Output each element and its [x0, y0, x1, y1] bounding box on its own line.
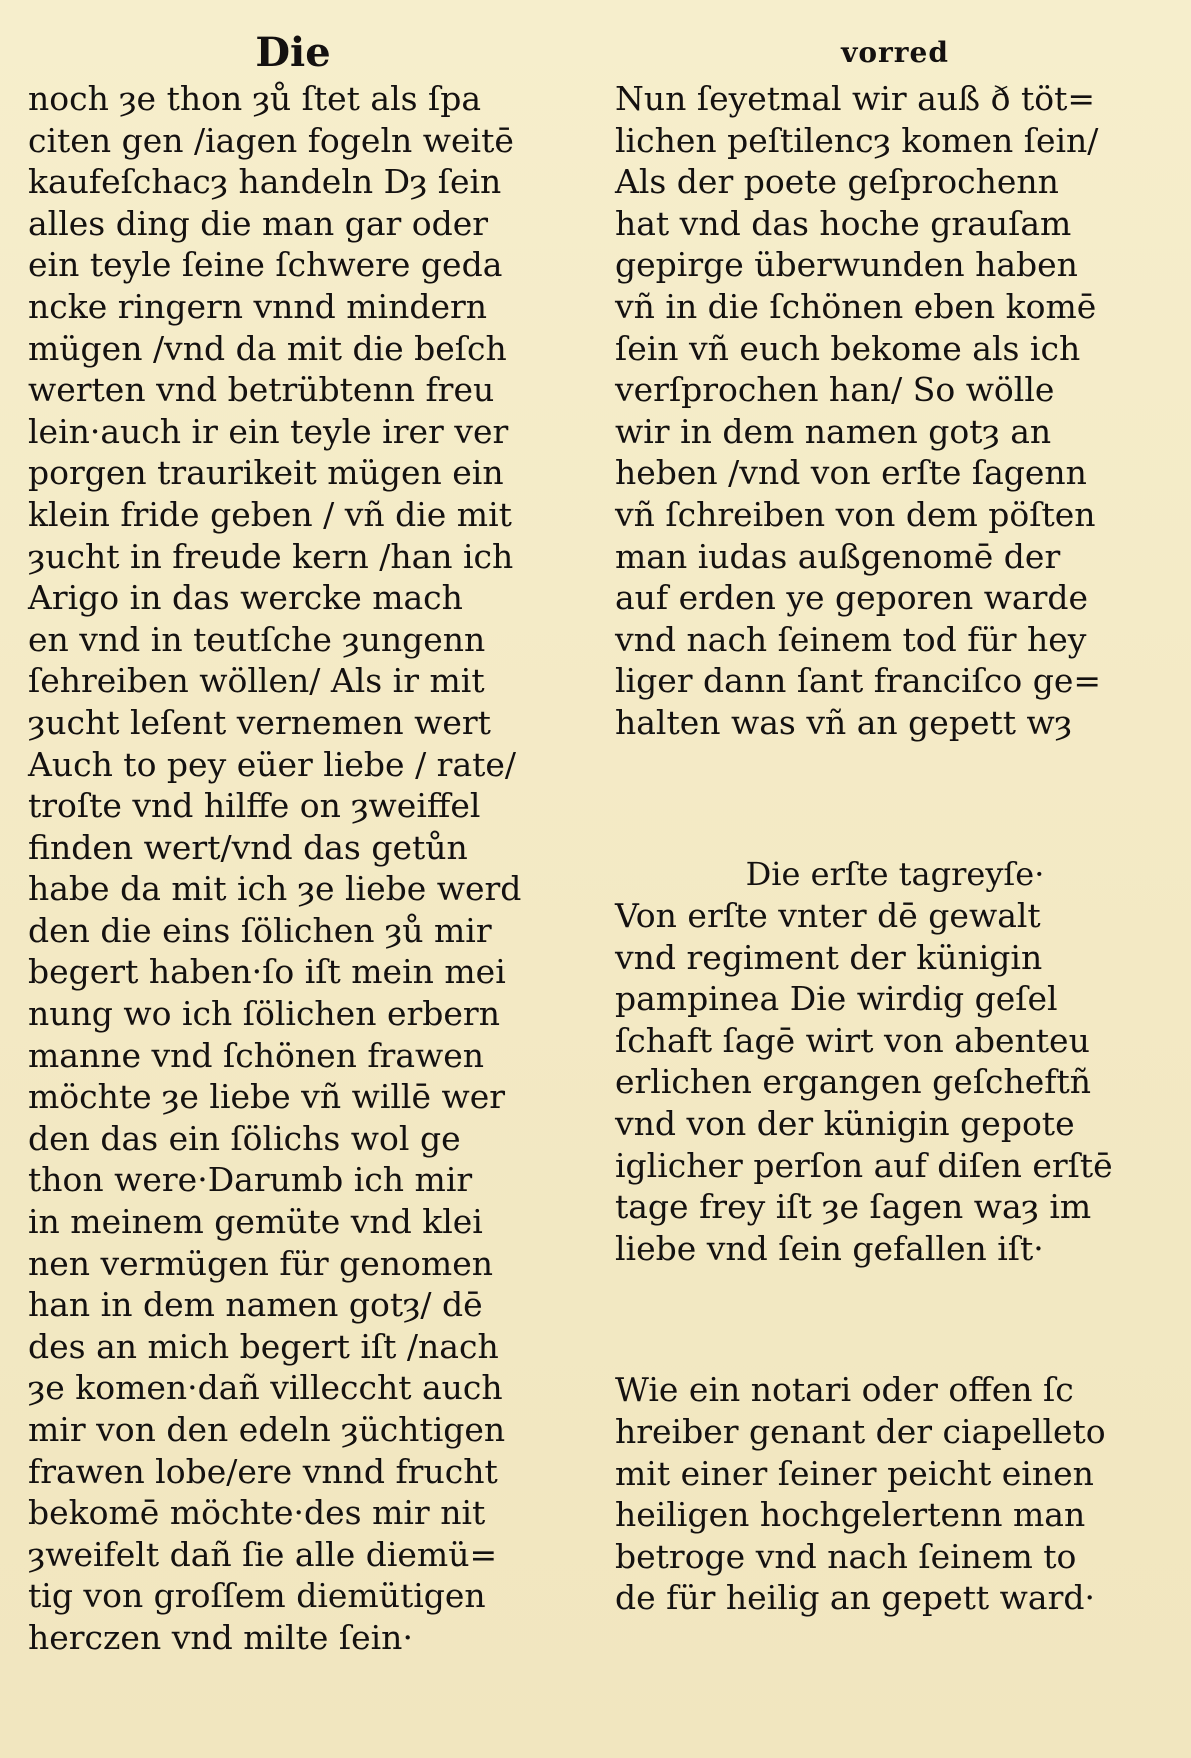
text-line: en vnd in teutſche ȝungenn — [28, 619, 486, 659]
text-line: de für heilig an gepett ward· — [615, 1578, 1095, 1618]
text-line: porgen traurikeit mügen ein — [28, 453, 504, 493]
text-line: Wie ein notari oder offen ſc — [615, 1370, 1074, 1410]
text-line: Von erſte vnter dē gewalt — [615, 896, 1041, 936]
text-line: ſein vñ euch bekome als ich — [615, 328, 1081, 368]
text-line: begert haben·ſo iſt mein mei — [28, 952, 506, 992]
text-line: halten was vñ an gepett wȝ — [615, 702, 1072, 742]
intro-paragraph — [615, 78, 1175, 744]
text-line: werten vnd betrübtenn freu — [28, 370, 495, 410]
left-column — [28, 28, 548, 1659]
text-line: finden wert/vnd das getůn — [28, 827, 468, 867]
text-line: iglicher perſon auf diſen erſtē — [615, 1145, 1113, 1185]
section-title: Die erſte tagreyſe· — [745, 854, 1045, 893]
text-line: nung wo ich ſölichen erbern — [28, 994, 500, 1034]
text-line: heiligen hochgelertenn man — [615, 1495, 1086, 1535]
text-line: des an mich begert iſt /nach — [28, 1326, 499, 1366]
text-line: thon were·Darumb ich mir — [28, 1160, 473, 1200]
text-line: vñ in die ſchönen eben komē — [615, 286, 1097, 326]
text-line: ȝucht leſent vernemen wert — [28, 702, 491, 742]
text-line: mir von den edeln ȝüchtigen — [28, 1410, 506, 1449]
text-line: vñ ſchreiben von dem pöſten — [615, 494, 1096, 534]
text-line: ſehreiben wöllen/ Als ir mit — [28, 661, 485, 701]
text-line: in meinem gemüte vnd klei — [28, 1202, 483, 1242]
text-line: troſte vnd hilffe on ȝweiffel — [28, 786, 481, 826]
text-line: vnd nach ſeinem tod für hey — [615, 619, 1087, 659]
text-line: kaufeſchacȝ handeln Dȝ ſein — [28, 162, 502, 202]
text-line: liger dann ſant franciſco ge= — [615, 661, 1102, 701]
right-column — [615, 28, 1175, 1619]
text-line: vnd regiment der künigin — [615, 937, 1043, 977]
text-line: mügen /vnd da mit die beſch — [28, 328, 507, 368]
text-line: citen gen /iagen fogeln weitē — [28, 120, 514, 160]
text-line: gepirge überwunden haben — [615, 245, 1078, 285]
text-line: Nun ſeyetmal wir auß ð töt= — [615, 79, 1095, 118]
text-line: Als der poete geſprochenn — [615, 162, 1059, 202]
text-line: lichen peſtilencȝ komen ſein/ — [615, 120, 1099, 160]
text-line: vnd von der künigin gepote — [615, 1104, 1075, 1144]
text-line: Auch to pey eüer liebe / rate/ — [28, 744, 517, 784]
text-line: hreiber genant der ciapelleto — [615, 1412, 1106, 1452]
text-line: ȝe komen·dañ villeccht auch — [28, 1368, 503, 1408]
text-line: verſprochen han/ So wölle — [615, 370, 1055, 410]
section-summary — [615, 895, 1175, 1269]
text-line: nen vermügen für genomen — [28, 1243, 493, 1283]
text-line: habe da mit ich ȝe liebe werd — [28, 869, 522, 909]
text-line: möchte ȝe liebe vñ willē wer — [28, 1077, 506, 1117]
text-line: manne vnd ſchönen frawen — [28, 1035, 485, 1075]
text-line: betroge vnd nach ſeinem to — [615, 1536, 1077, 1576]
text-line: pampinea Die wirdig geſel — [615, 979, 1058, 1019]
text-line: den die eins ſölichen ȝů mir — [28, 910, 492, 950]
text-line: noch ȝe thon ȝů ſtet als ſpa — [28, 79, 482, 118]
text-line: man iudas außgenomē der — [615, 536, 1061, 576]
section-gap — [615, 744, 1175, 854]
right-page-header: vorred — [841, 36, 949, 69]
text-line: ncke ringern vnnd mindern — [28, 286, 488, 326]
text-line: hat vnd das hoche grauſam — [615, 203, 1072, 243]
text-line: bekomē möchte·des mir nit — [28, 1493, 486, 1533]
text-line: mit einer ſeiner peicht einen — [615, 1453, 1094, 1493]
text-line: alles ding die man gar oder — [28, 203, 489, 243]
text-line: ein teyle ſeine ſchwere geda — [28, 245, 503, 285]
text-line: tig von groſſem diemütigen — [28, 1576, 486, 1616]
text-line: liebe vnd ſein gefallen iſt· — [615, 1228, 1044, 1268]
text-line: klein fride geben / vñ die mit — [28, 494, 512, 534]
story-heading — [615, 1369, 1175, 1619]
text-line: lein·auch ir ein teyle irer ver — [28, 411, 509, 451]
text-line: heben /vnd von erſte ſagenn — [615, 453, 1087, 493]
text-line: wir in dem namen gotȝ an — [615, 411, 1052, 451]
text-line: den das ein ſölichs wol ge — [28, 1118, 461, 1158]
text-line: auf erden ye geporen warde — [615, 578, 1089, 618]
section-gap — [615, 1269, 1175, 1369]
left-page-header: Die — [255, 29, 331, 76]
text-line: frawen lobe/ere vnnd frucht — [28, 1451, 498, 1491]
text-line: erlichen ergangen geſcheftñ — [615, 1062, 1092, 1102]
text-line: ȝucht in freude kern /han ich — [28, 536, 514, 576]
text-line: han in dem namen gotȝ/ dē — [28, 1285, 483, 1325]
left-text-block — [28, 78, 548, 1659]
text-line: ſchaft ſagē wirt von abenteu — [615, 1020, 1090, 1060]
text-line: herczen vnd milte ſein· — [28, 1617, 413, 1657]
text-line: ȝweifelt dañ ſie alle diemü= — [28, 1534, 498, 1574]
text-line: tage frey iſt ȝe ſagen waȝ im — [615, 1187, 1092, 1227]
text-line: Arigo in das wercke mach — [28, 578, 463, 618]
